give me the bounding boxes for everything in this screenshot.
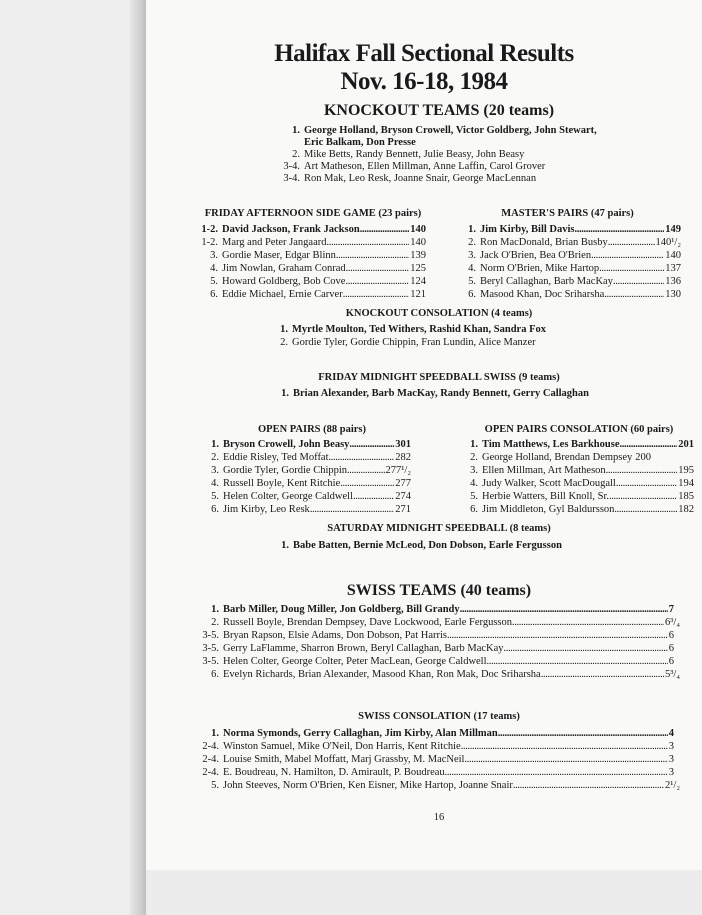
list-item: 2. Mike Betts, Randy Bennett, Julie Beasy, John Beasy xyxy=(292,149,525,160)
table-row: 6. Evelyn Richards, Brian Alexander, Masood Khan, Ron Mak, Doc Sriharsha . . . 5³/₄ xyxy=(193,668,680,681)
saturday-midnight-speedball-heading: SATURDAY MIDNIGHT SPEEDBALL (8 teams) xyxy=(327,523,551,534)
table-row: 1. Bryson Crowell, John Beasy . . . 301 xyxy=(193,438,411,451)
table-row: 3. Jack O'Brien, Bea O'Brien . . . 140 xyxy=(450,249,681,262)
book-gutter-shadow xyxy=(130,0,146,915)
table-row: 4. Judy Walker, Scott MacDougall . . . 194 xyxy=(452,477,694,490)
table-row: 3. Ellen Millman, Art Matheson . . . 195 xyxy=(452,464,694,477)
masters-pairs-heading: MASTER'S PAIRS (47 pairs) xyxy=(501,208,634,219)
table-row: 5. Herbie Watters, Bill Knoll, Sr. . . . 185 xyxy=(452,490,694,503)
table-row: 2. Russell Boyle, Brendan Dempsey, Dave Lockwood, Earle Fergusson . . . 6³/₄ xyxy=(193,616,680,629)
list-item: 3-4. Ron Mak, Leo Resk, Joanne Snair, George MacLennan xyxy=(283,173,537,184)
table-row: 6. Jim Kirby, Leo Resk . . . 271 xyxy=(193,503,411,516)
open-pairs-consolation-heading: OPEN PAIRS CONSOLATION (60 pairs) xyxy=(484,424,674,435)
table-row: 1. Norma Symonds, Gerry Callaghan, Jim Kirby, Alan Millman . . . 4 xyxy=(193,727,674,740)
page-bottom-edge xyxy=(146,870,702,915)
table-row: 3-5. Gerry LaFlamme, Sharron Brown, Beryl Callaghan, Barb MacKay . . . 6 xyxy=(193,642,674,655)
page-title-line2: Nov. 16-18, 1984 xyxy=(340,68,508,95)
page-title-line1: Halifax Fall Sectional Results xyxy=(274,40,574,67)
list-item: 2. Gordie Tyler, Gordie Chippin, Fran Lundin, Alice Manzer xyxy=(280,337,536,348)
table-row: 4. Russell Boyle, Kent Ritchie . . . 277 xyxy=(193,477,411,490)
table-row: 5. Howard Goldberg, Bob Cove . . . 124 xyxy=(192,275,426,288)
list-item: 1. Myrtle Moulton, Ted Withers, Rashid Khan, Sandra Fox xyxy=(280,324,546,335)
table-row: 3. Gordie Maser, Edgar Blinn . . . 139 xyxy=(192,249,426,262)
table-row: 1-2. Marg and Peter Jangaard . . . 140 xyxy=(192,236,426,249)
list-item: 1. George Holland, Bryson Crowell, Victor Goldberg, John Stewart, xyxy=(292,125,597,136)
swiss-teams-heading: SWISS TEAMS (40 teams) xyxy=(346,582,532,599)
friday-midnight-speedball-heading: FRIDAY MIDNIGHT SPEEDBALL SWISS (9 teams) xyxy=(318,372,560,383)
table-row: 5. Helen Colter, George Caldwell . . . 274 xyxy=(193,490,411,503)
table-row: 3-5. Helen Colter, George Colter, Peter MacLean, George Caldwell . . . 6 xyxy=(193,655,674,668)
knockout-consolation-heading: KNOCKOUT CONSOLATION (4 teams) xyxy=(345,308,533,319)
table-row: 5. Beryl Callaghan, Barb MacKay . . . 136 xyxy=(450,275,681,288)
open-pairs-heading: OPEN PAIRS (88 pairs) xyxy=(257,424,366,435)
table-row: 3-5. Bryan Rapson, Elsie Adams, Don Dobson, Pat Harris . . . 6 xyxy=(193,629,674,642)
table-row: 5. John Steeves, Norm O'Brien, Ken Eisner, Mike Hartop, Joanne Snair . . . 2¹/₂ xyxy=(193,779,680,792)
table-row: 1. Barb Miller, Doug Miller, Jon Goldberg, Bill Grandy . . . 7 xyxy=(193,603,674,616)
table-row: 4. Jim Nowlan, Graham Conrad . . . 125 xyxy=(192,262,426,275)
list-item: 1. Babe Batten, Bernie McLeod, Don Dobson, Earle Fergusson xyxy=(281,540,562,551)
table-row: 6. Masood Khan, Doc Sriharsha . . . 130 xyxy=(450,288,681,301)
table-row: 2-4. E. Boudreau, N. Hamilton, D. Amirault, P. Boudreau . . . 3 xyxy=(193,766,674,779)
left-page-margin xyxy=(0,0,142,915)
table-row: 2. George Holland, Brendan Dempsey 200 xyxy=(470,452,652,463)
table-row: 2-4. Louise Smith, Mabel Moffatt, Marj Grassby, M. MacNeil . . . 3 xyxy=(193,753,674,766)
friday-side-game-heading: FRIDAY AFTERNOON SIDE GAME (23 pairs) xyxy=(204,208,422,219)
table-row: 1. Tim Matthews, Les Barkhouse . . . 201 xyxy=(452,438,694,451)
list-item: 3-4. Art Matheson, Ellen Millman, Anne Laffin, Carol Grover xyxy=(283,161,546,172)
table-row: 3. Gordie Tyler, Gordie Chippin . . . 277¹/₂ xyxy=(193,464,411,477)
list-item: 1. Brian Alexander, Barb MacKay, Randy Bennett, Gerry Callaghan xyxy=(281,388,589,399)
table-row: 1. Jim Kirby, Bill Davis . . . 149 xyxy=(450,223,681,236)
table-row: 1-2. David Jackson, Frank Jackson . . . 140 xyxy=(192,223,426,236)
knockout-teams-heading: KNOCKOUT TEAMS (20 teams) xyxy=(323,102,555,119)
table-row: 6. Eddie Michael, Ernie Carver . . . 121 xyxy=(192,288,426,301)
page-number: 16 xyxy=(433,812,445,823)
table-row: 6. Jim Middleton, Gyl Baldursson . . . 182 xyxy=(452,503,694,516)
table-row: 2. Eddie Risley, Ted Moffat . . . 282 xyxy=(193,451,411,464)
list-item: Eric Balkam, Don Presse xyxy=(304,137,416,148)
table-row: 2-4. Winston Samuel, Mike O'Neil, Don Harris, Kent Ritchie . . . 3 xyxy=(193,740,674,753)
swiss-consolation-heading: SWISS CONSOLATION (17 teams) xyxy=(358,711,520,722)
table-row: 2. Ron MacDonald, Brian Busby . . . 140¹/₂ xyxy=(450,236,681,249)
table-row: 4. Norm O'Brien, Mike Hartop . . . 137 xyxy=(450,262,681,275)
